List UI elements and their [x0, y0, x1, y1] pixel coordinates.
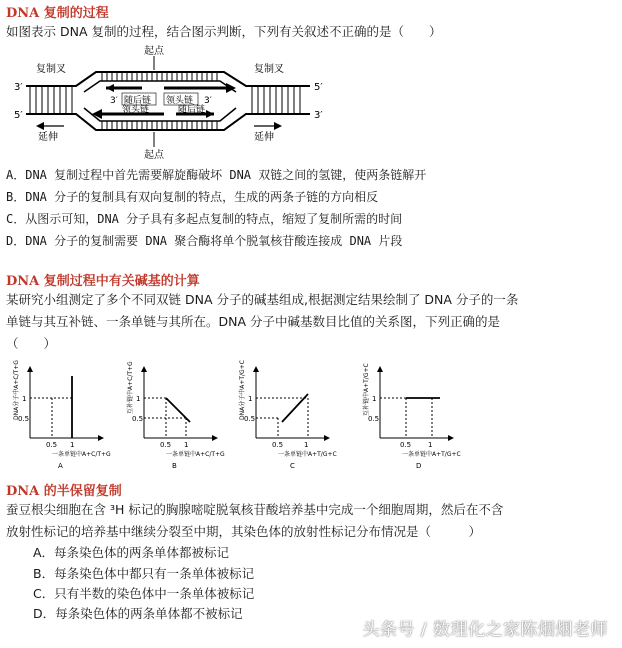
chart-b-ylabel: 互补链中A+C/T+G [127, 361, 134, 414]
watermark: 头条号 / 数理化之家陈烟烟老师 [362, 620, 608, 640]
chart-c-tick-y05: 0.5 [244, 415, 256, 423]
chart-a-ylabel: DNA分子中A+C/T+G [13, 360, 20, 420]
chart-a-letter: A [58, 462, 63, 470]
chart-d-ylabel: 互补链中A+T/G+C [363, 363, 370, 416]
section3-title: DNA 的半保留复制 [6, 484, 122, 499]
option-a: A．DNA 复制过程中首先需要解旋酶破坏 DNA 双链之间的氢键，使两条链解开 [6, 168, 427, 182]
chart-c-letter: C [290, 462, 295, 470]
origin-bottom-label: 起点 [144, 150, 164, 161]
section3-option-d: D．每条染色体的两条单体都不被标记 [33, 606, 243, 621]
svg-text:随后链: 随后链 [178, 105, 206, 115]
svg-text:5′: 5′ [14, 110, 23, 121]
chart-b-tick-y1: 1 [136, 395, 141, 403]
section2-question-line1: 某研究小组测定了多个不同双链 DNA 分子的碱基组成,根据测定结果绘制了 DNA 分子的一条 [6, 292, 519, 307]
chart-b-letter: B [172, 462, 177, 470]
chart-a-tick-x05: 0.5 [46, 441, 58, 449]
fork-left-label: 复制叉 [36, 64, 66, 75]
section3-option-b: B．每条染色体中都只有一条单体被标记 [33, 566, 255, 581]
chart-b [124, 358, 234, 473]
section2-question-line2: 单链与其互补链、一条单链与其所在。DNA 分子中碱基数目比值的关系图，下列正确的是 [6, 314, 501, 329]
lagging-label: 随后链 [124, 96, 152, 106]
chart-d-letter: D [416, 462, 422, 470]
chart-b-tick-x05: 0.5 [160, 441, 172, 449]
chart-d-tick-x1: 1 [428, 441, 433, 449]
chart-b-xlabel: 一条单链中A+C/T+G [166, 451, 225, 458]
chart-c [236, 358, 346, 473]
chart-a-tick-y05: 0.5 [18, 415, 30, 423]
section2-question-line3: （ ） [6, 336, 57, 351]
dna-replication-figure [14, 44, 344, 162]
svg-text:领头链: 领头链 [122, 105, 150, 115]
svg-text:3′: 3′ [110, 96, 118, 106]
chart-d-tick-y05: 0.5 [368, 415, 380, 423]
section3-option-c: C．只有半数的染色体中一条单体被标记 [33, 586, 255, 601]
section2-title: DNA 复制过程中有关碱基的计算 [6, 274, 200, 289]
section1-title: DNA 复制的过程 [6, 6, 109, 21]
leading-label: 领头链 [166, 96, 194, 106]
chart-a-xlabel: 一条单链中A+C/T+G [52, 451, 111, 458]
fork-right-label: 复制叉 [254, 64, 284, 75]
svg-text:5′: 5′ [314, 82, 323, 93]
chart-a-tick-x1: 1 [70, 441, 75, 449]
svg-text:3′: 3′ [204, 96, 212, 106]
origin-top-label: 起点 [144, 46, 164, 57]
section3-option-a: A．每条染色体的两条单体都被标记 [33, 545, 230, 560]
svg-text:3′: 3′ [314, 110, 323, 121]
chart-b-tick-x1: 1 [184, 441, 189, 449]
chart-d-tick-y1: 1 [372, 395, 377, 403]
svg-text:3′: 3′ [14, 82, 23, 93]
extend-left-label: 延伸 [38, 132, 58, 143]
section3-question-line1: 蚕豆根尖细胞在含 ³H 标记的胸腺嘧啶脱氧核苷酸培养基中完成一个细胞周期，然后在不含 [6, 502, 504, 517]
chart-c-tick-x05: 0.5 [272, 441, 284, 449]
chart-d-xlabel: 一条单链中A+T/G+C [402, 451, 461, 458]
chart-c-ylabel: DNA分子中A+T/G+C [239, 360, 246, 420]
chart-b-tick-y05: 0.5 [132, 415, 144, 423]
chart-d-tick-x05: 0.5 [400, 441, 412, 449]
option-d: D．DNA 分子的复制需要 DNA 聚合酶将单个脱氧核苷酸连接成 DNA 片段 [6, 234, 403, 248]
chart-c-tick-y1: 1 [248, 395, 253, 403]
option-b: B．DNA 分子的复制具有双向复制的特点，生成的两条子链的方向相反 [6, 190, 379, 204]
chart-d [360, 358, 470, 473]
extend-right-label: 延伸 [254, 132, 274, 143]
chart-a-tick-y1: 1 [22, 395, 27, 403]
chart-c-xlabel: 一条单链中A+T/G+C [278, 451, 337, 458]
option-c: C．从图示可知，DNA 分子具有多起点复制的特点，缩短了复制所需的时间 [6, 212, 403, 226]
section3-question-line2: 放射性标记的培养基中继续分裂至中期，其染色体的放射性标记分布情况是（ ） [6, 524, 482, 539]
chart-a [10, 358, 120, 473]
chart-c-tick-x1: 1 [304, 441, 309, 449]
section1-question: 如图表示 DNA 复制的过程，结合图示判断，下列有关叙述不正确的是（ ） [6, 24, 442, 39]
